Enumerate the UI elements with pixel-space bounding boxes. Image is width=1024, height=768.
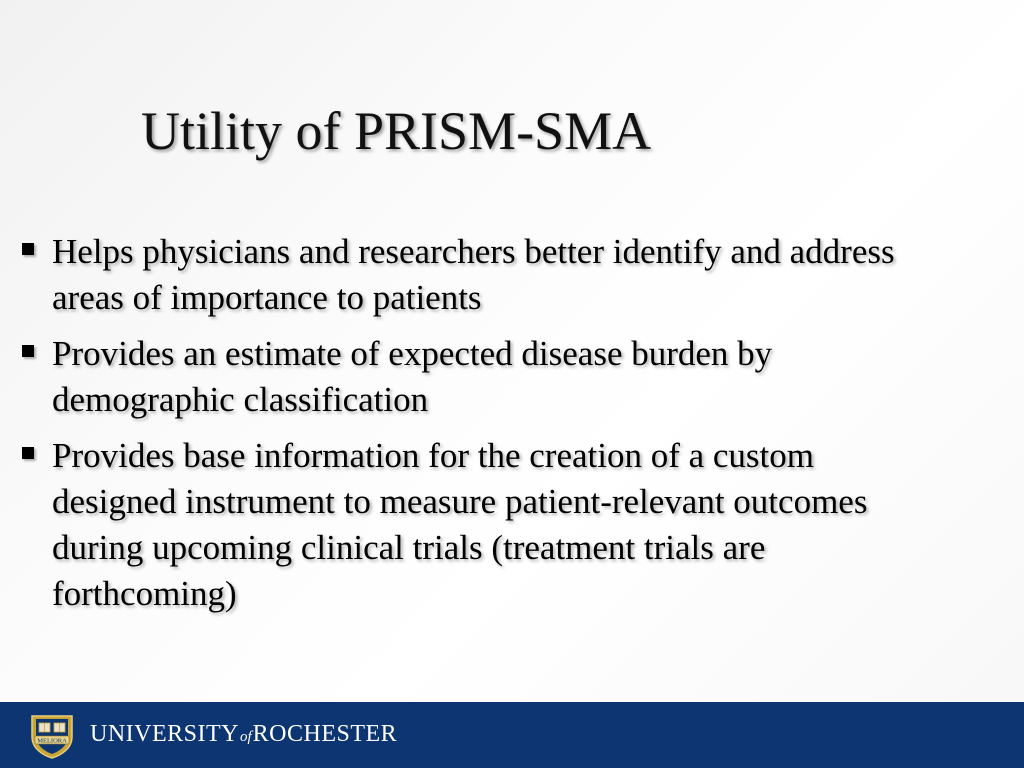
university-name: [90, 719, 397, 752]
square-bullet-icon: [22, 345, 34, 357]
slide-title: Utility of PRISM-SMA: [141, 101, 652, 161]
university-name-part2: ROCHESTER: [252, 721, 398, 747]
bullet-text: Helps physicians and researchers better identify and address areas of importance to patients: [52, 232, 895, 317]
bullet-list: [0, 229, 900, 627]
bullet-item: [0, 331, 900, 423]
bullet-text: Provides base information for the creation of a custom designed instrument to measure patient-relevant outcomes during upcoming clinical trials (treatment trials are forthcoming): [52, 436, 868, 613]
footer-bar: [0, 702, 1024, 768]
university-name-part1: UNIVERSITY: [90, 721, 239, 747]
bullet-item: [0, 433, 900, 617]
university-shield-icon: [28, 713, 76, 759]
bullet-text: Provides an estimate of expected disease burden by demographic classification: [52, 334, 773, 419]
bullet-item: [0, 229, 900, 321]
square-bullet-icon: [22, 447, 34, 459]
square-bullet-icon: [22, 243, 34, 255]
logo-motto: MELIORA: [37, 737, 67, 745]
university-name-of: of: [240, 729, 252, 745]
